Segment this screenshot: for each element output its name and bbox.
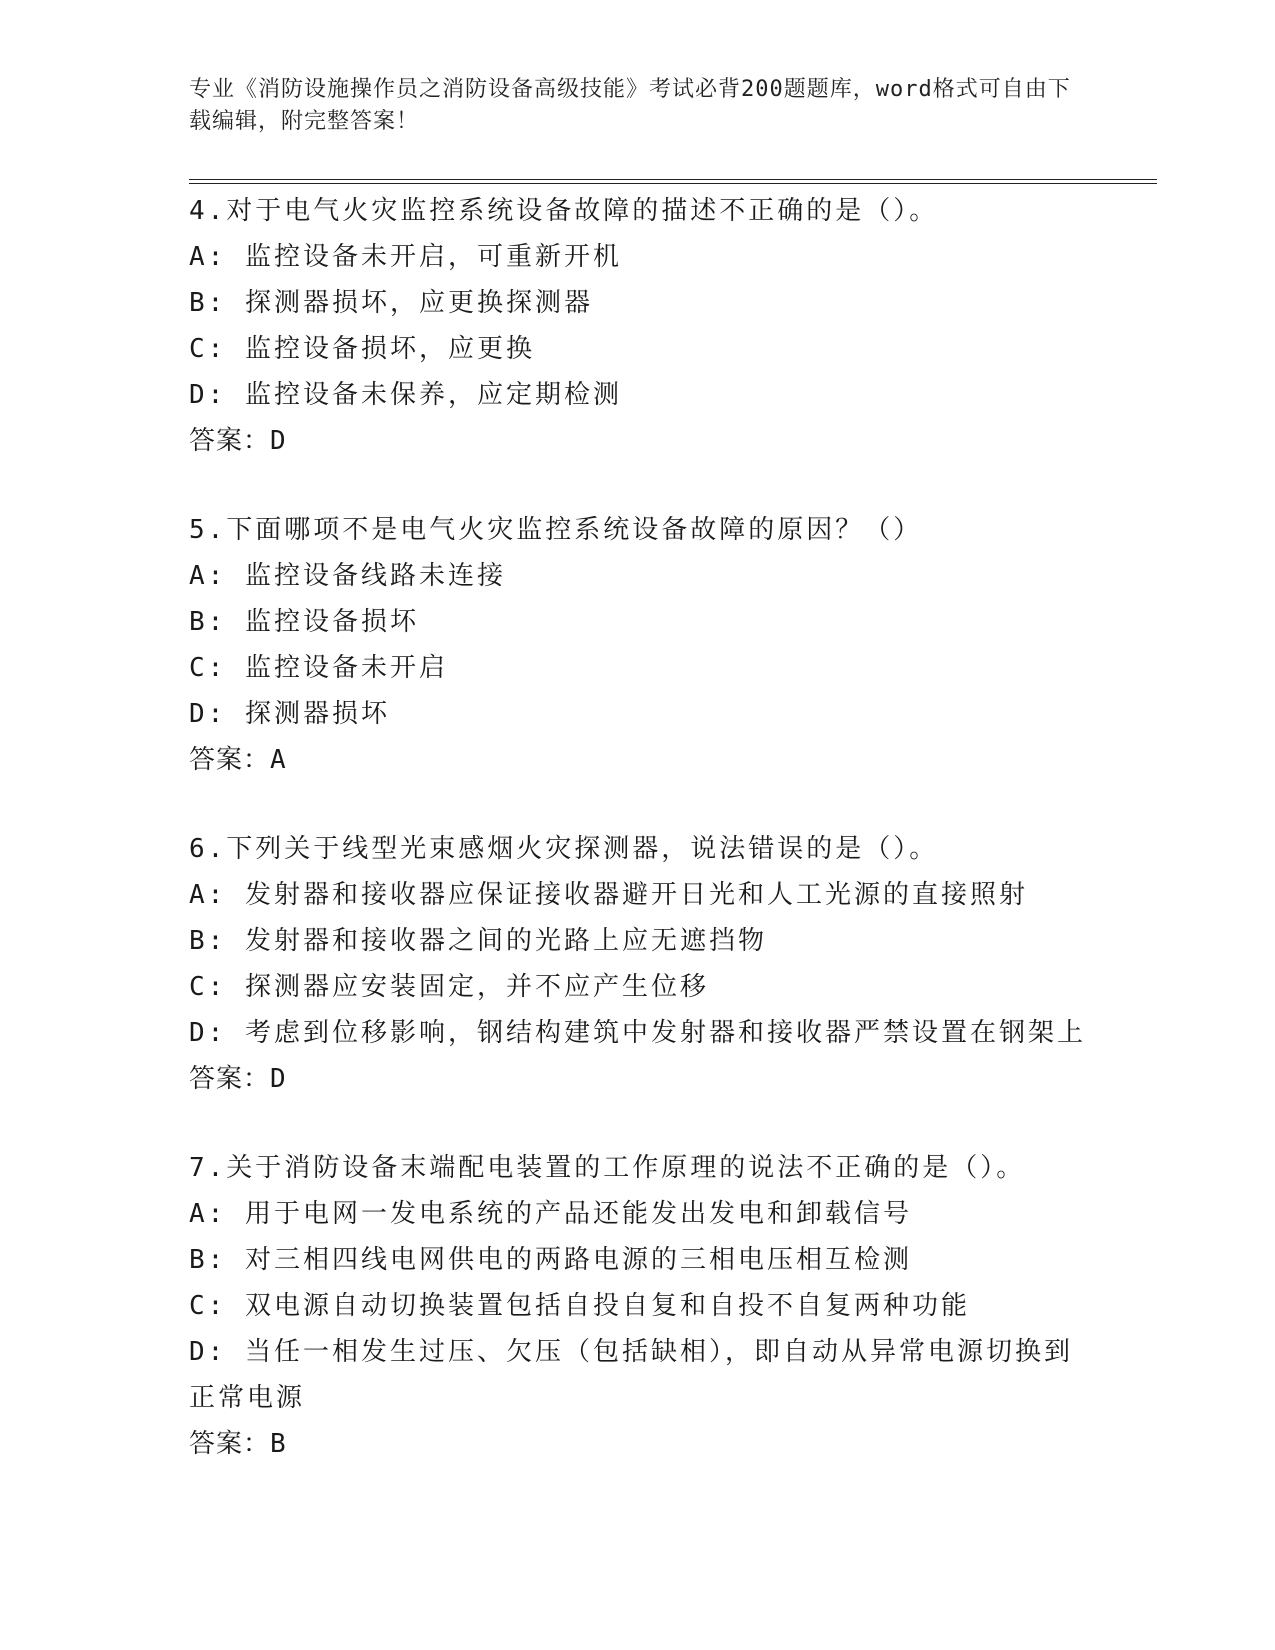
question-stem: 5.下面哪项不是电气火灾监控系统设备故障的原因？（） — [189, 515, 923, 545]
question-item — [189, 188, 1149, 464]
option-b: B: 监控设备损坏 — [189, 607, 419, 637]
question-stem: 6.下列关于线型光束感烟火灾探测器，说法错误的是（）。 — [189, 834, 939, 864]
header-divider — [189, 179, 1157, 180]
question-list — [189, 188, 1149, 1510]
question-item — [189, 826, 1149, 1102]
answer-value: B — [270, 1429, 287, 1459]
answer-label: 答案： — [189, 745, 271, 775]
option-a: A: 监控设备线路未连接 — [189, 561, 506, 591]
option-d: D: 监控设备未保养，应定期检测 — [189, 380, 622, 410]
answer-line — [189, 737, 1149, 783]
option-d: D: 探测器损坏 — [189, 699, 390, 729]
option-b: B: 发射器和接收器之间的光路上应无遮挡物 — [189, 926, 767, 956]
question-item — [189, 1145, 1149, 1467]
answer-label: 答案： — [189, 1064, 271, 1094]
question-item — [189, 507, 1149, 783]
answer-label: 答案： — [189, 426, 271, 456]
option-b: B: 对三相四线电网供电的两路电源的三相电压相互检测 — [189, 1245, 912, 1275]
answer-value: D — [270, 1064, 287, 1094]
answer-line — [189, 418, 1149, 464]
option-c: C: 探测器应安装固定，并不应产生位移 — [189, 972, 709, 1002]
header-divider — [189, 183, 1157, 184]
answer-value: D — [270, 426, 287, 456]
answer-label: 答案： — [189, 1429, 271, 1459]
answer-line — [189, 1056, 1149, 1102]
option-a: A: 发射器和接收器应保证接收器避开日光和人工光源的直接照射 — [189, 880, 1028, 910]
question-stem: 7.关于消防设备末端配电装置的工作原理的说法不正确的是（）。 — [189, 1153, 1026, 1183]
question-stem: 4.对于电气火灾监控系统设备故障的描述不正确的是（）。 — [189, 196, 939, 226]
option-c: C: 双电源自动切换装置包括自投自复和自投不自复两种功能 — [189, 1291, 970, 1321]
document-header: 专业《消防设施操作员之消防设备高级技能》考试必背200题题库，word格式可自由下载编辑，附完整答案！ — [189, 77, 1071, 134]
option-b: B: 探测器损坏，应更换探测器 — [189, 288, 593, 318]
option-c: C: 监控设备未开启 — [189, 653, 448, 683]
answer-value: A — [270, 745, 287, 775]
option-a: A: 用于电网一发电系统的产品还能发出发电和卸载信号 — [189, 1199, 912, 1229]
answer-line — [189, 1421, 1149, 1467]
option-c: C: 监控设备损坏，应更换 — [189, 334, 535, 364]
option-a: A: 监控设备未开启，可重新开机 — [189, 242, 622, 272]
option-d: D: 考虑到位移影响，钢结构建筑中发射器和接收器严禁设置在钢架上 — [189, 1018, 1086, 1048]
option-d: D: 当任一相发生过压、欠压（包括缺相），即自动从异常电源切换到正常电源 — [189, 1337, 1073, 1413]
